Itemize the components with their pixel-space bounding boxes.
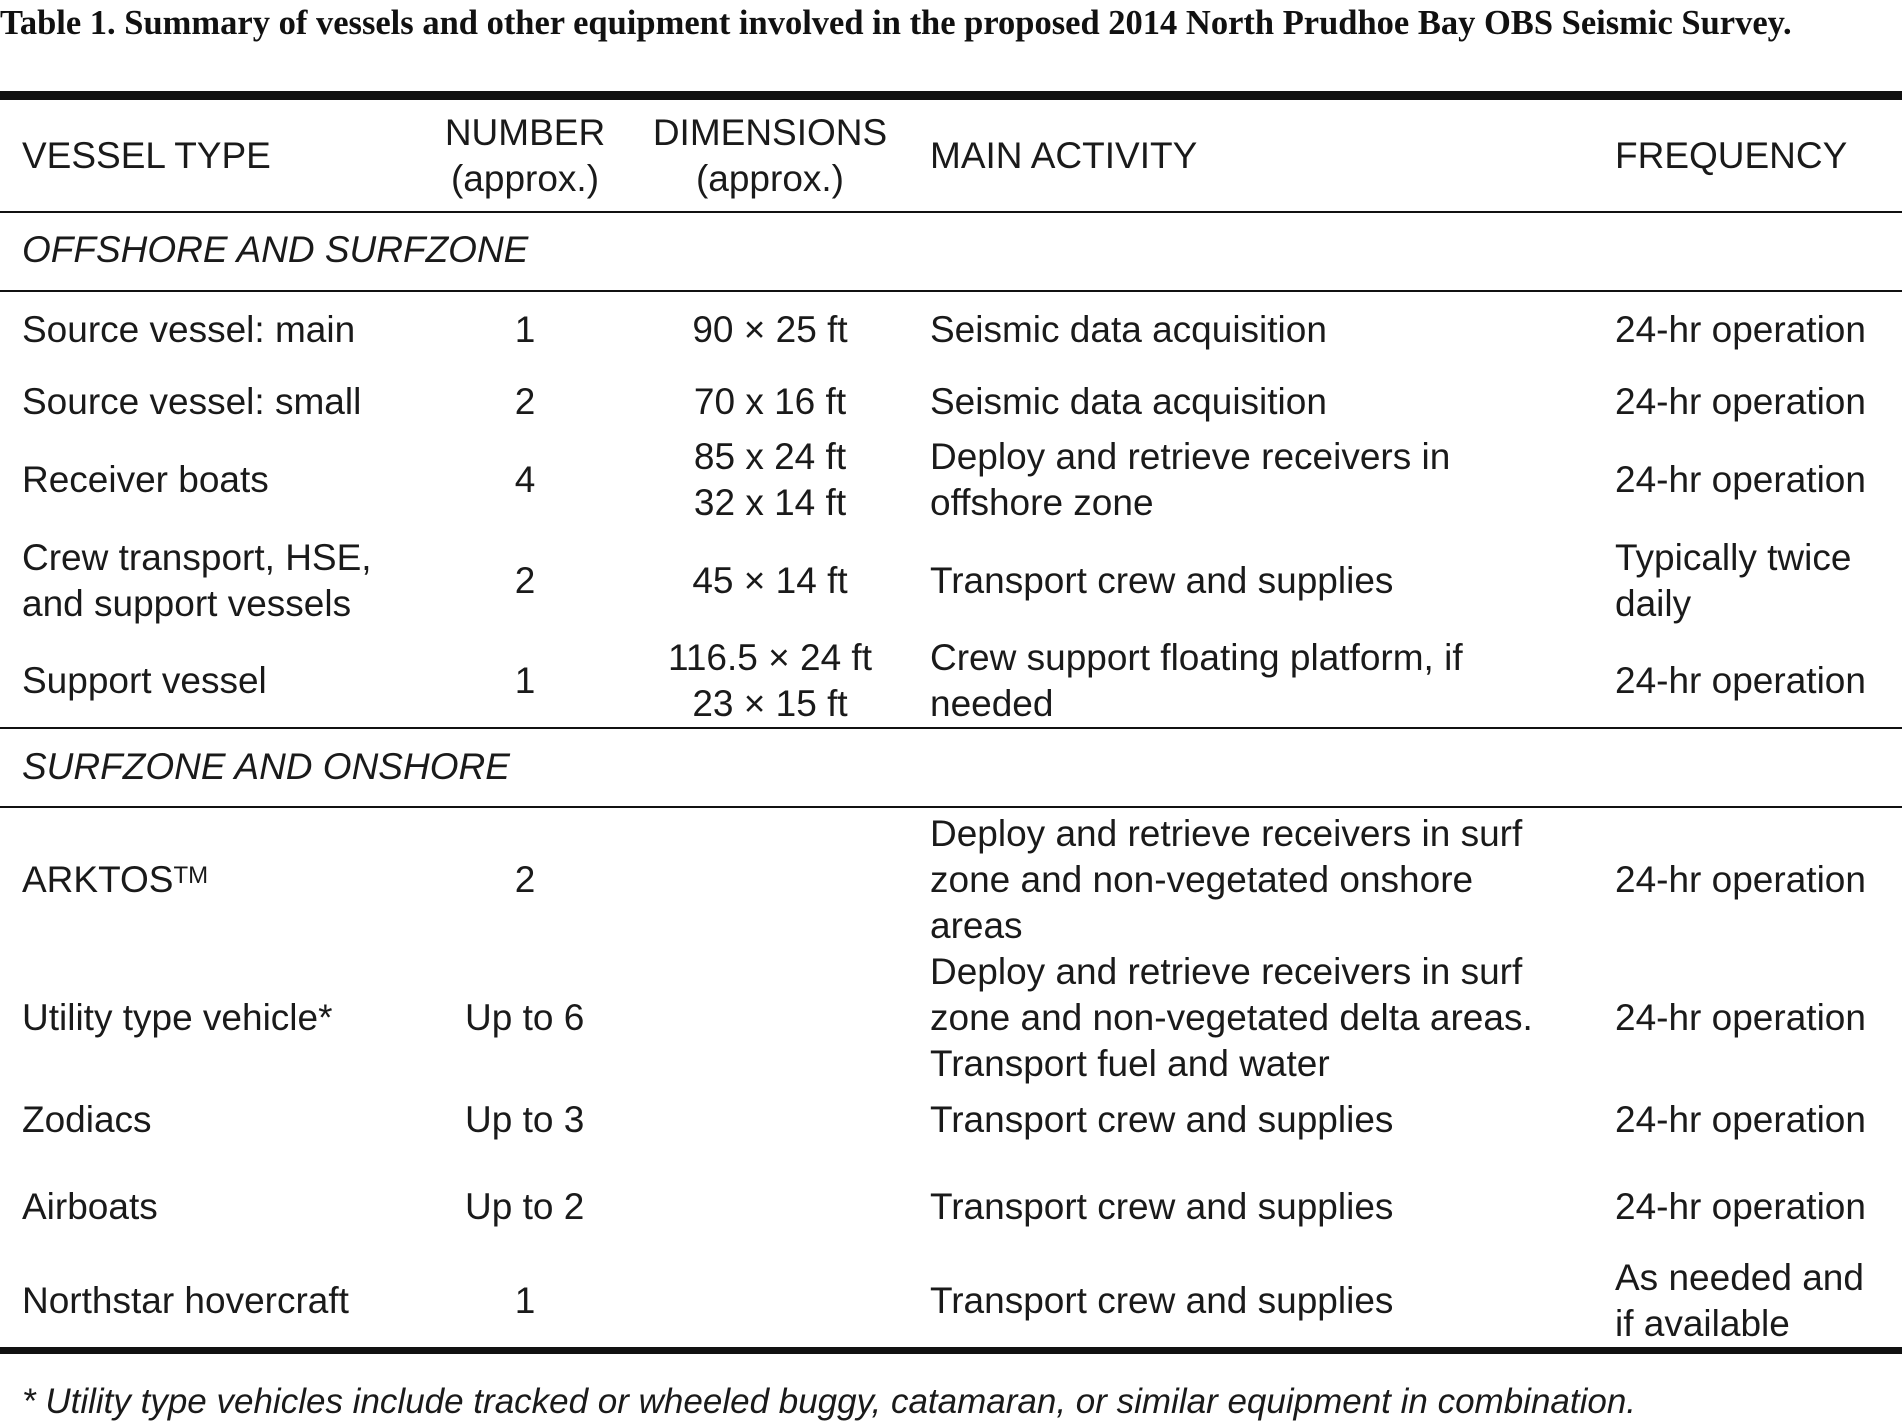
cell-vessel-type: ARKTOS ™	[22, 810, 442, 950]
cell-main-activity: Deploy and retrieve receivers in surf zone and non-vegetated onshore areas	[930, 813, 1523, 946]
header-number: NUMBER (approx.)	[444, 111, 606, 199]
cell-main-activity: Seismic data acquisition	[930, 381, 1327, 422]
cell-frequency: 24-hr operation	[1615, 660, 1866, 701]
cell-dimensions	[640, 948, 900, 1088]
cell-dimensions: 116.5 × 24 ft 23 × 15 ft	[667, 637, 872, 724]
cell-dimensions: 85 x 24 ft 32 x 14 ft	[693, 436, 847, 523]
cell-vessel-type: Northstar hovercraft	[22, 1280, 349, 1321]
cell-vessel-type: Source vessel: main	[22, 309, 356, 350]
top-rule	[0, 91, 1902, 100]
cell-number: 1	[514, 1280, 536, 1321]
header-main-activity: MAIN ACTIVITY	[930, 134, 1198, 176]
cell-frequency: As needed and if available	[1615, 1257, 1864, 1344]
table-caption: Table 1. Summary of vessels and other equipment involved in the proposed 2014 North Prudhoe Bay OBS Seismic Survey.	[0, 4, 1792, 42]
cell-vessel-type: Airboats	[22, 1186, 158, 1227]
section-rule	[0, 806, 1902, 808]
cell-dimensions	[640, 1177, 900, 1237]
section-title: OFFSHORE AND SURFZONE	[22, 229, 529, 270]
cell-dimensions: 90 × 25 ft	[692, 309, 848, 350]
cell-vessel-type: Support vessel	[22, 660, 267, 701]
cell-number: 2	[514, 859, 536, 900]
header-vessel-type: VESSEL TYPE	[22, 134, 271, 176]
cell-dimensions	[640, 1253, 900, 1349]
cell-frequency: 24-hr operation	[1615, 859, 1866, 900]
cell-vessel-type: Utility type vehicle*	[22, 997, 333, 1038]
cell-main-activity: Crew support floating platform, if needed	[930, 637, 1463, 724]
cell-vessel-type: Zodiacs	[22, 1099, 152, 1140]
cell-main-activity: Transport crew and supplies	[930, 1099, 1394, 1140]
section-title: SURFZONE AND ONSHORE	[22, 746, 510, 787]
cell-number: 4	[514, 459, 536, 500]
cell-main-activity: Deploy and retrieve receivers in surf zone and non-vegetated delta areas. Transport fuel and water	[930, 951, 1533, 1084]
cell-frequency: 24-hr operation	[1615, 997, 1866, 1038]
cell-number: 1	[514, 309, 536, 350]
header-rule	[0, 211, 1902, 213]
cell-frequency: 24-hr operation	[1615, 381, 1866, 422]
cell-main-activity: Transport crew and supplies	[930, 560, 1394, 601]
cell-number: 2	[514, 381, 536, 422]
cell-vessel-type: Source vessel: small	[22, 381, 362, 422]
cell-frequency: 24-hr operation	[1615, 1099, 1866, 1140]
cell-frequency: 24-hr operation	[1615, 1186, 1866, 1227]
cell-vessel-type: Receiver boats	[22, 459, 269, 500]
cell-vessel-type: Crew transport, HSE, and support vessels	[22, 537, 372, 624]
cell-main-activity: Seismic data acquisition	[930, 309, 1327, 350]
cell-frequency: 24-hr operation	[1615, 309, 1866, 350]
cell-dimensions	[640, 1090, 900, 1150]
section-rule	[0, 290, 1902, 292]
cell-frequency: Typically twice daily	[1615, 537, 1852, 624]
cell-number: 1	[514, 660, 536, 701]
header-dimensions: DIMENSIONS (approx.)	[652, 111, 888, 199]
cell-dimensions: 45 × 14 ft	[692, 560, 848, 601]
section-rule	[0, 727, 1902, 729]
header-frequency: FREQUENCY	[1615, 134, 1848, 176]
bottom-rule	[0, 1347, 1902, 1354]
cell-number: 2	[514, 560, 536, 601]
cell-main-activity: Transport crew and supplies	[930, 1280, 1394, 1321]
cell-frequency: 24-hr operation	[1615, 459, 1866, 500]
cell-main-activity: Deploy and retrieve receivers in offshore zone	[930, 436, 1451, 523]
cell-number: Up to 6	[465, 997, 585, 1038]
footnote: * Utility type vehicles include tracked or wheeled buggy, catamaran, or similar equipment in combination.	[22, 1382, 1637, 1421]
cell-dimensions	[640, 810, 900, 950]
cell-dimensions: 70 x 16 ft	[693, 381, 847, 422]
cell-number: Up to 3	[465, 1099, 585, 1140]
cell-vessel-type-text: ARKTOS	[22, 859, 174, 900]
cell-number: Up to 2	[465, 1186, 585, 1227]
cell-main-activity: Transport crew and supplies	[930, 1186, 1394, 1227]
